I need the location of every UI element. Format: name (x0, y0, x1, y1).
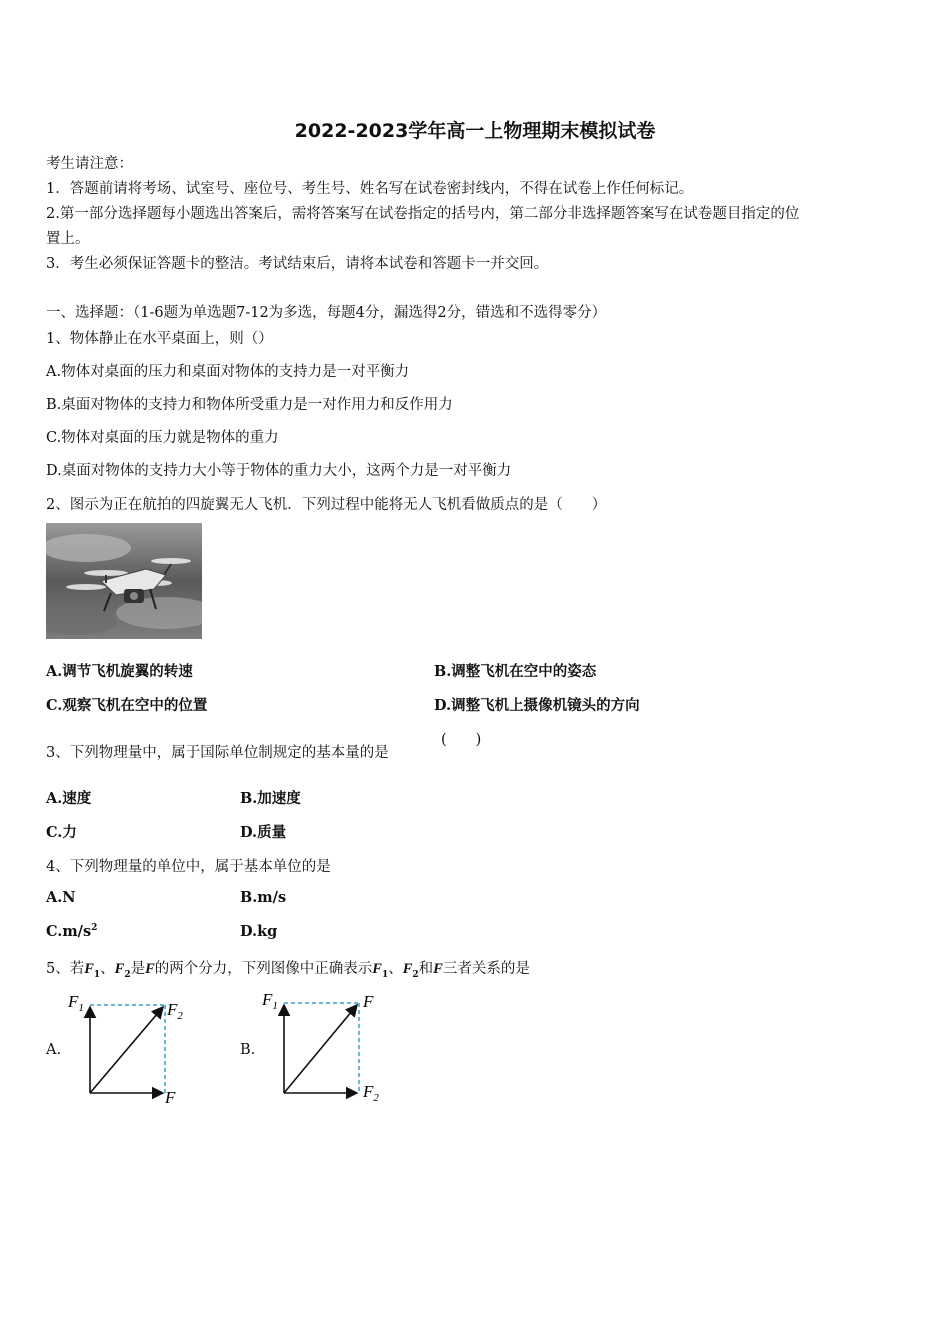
label-f2-b: $F_2$ (363, 1082, 379, 1104)
q1-option-c[interactable]: C.物体对桌面的压力就是物体的重力 (46, 430, 279, 446)
q4-option-b[interactable]: B.m/s (240, 889, 287, 906)
section-heading: 一、选择题：（1-6题为单选题7-12为多选，每题4分，漏选得2分，错选和不选得零分） (46, 305, 607, 321)
q1-option-a[interactable]: A.物体对桌面的压力和桌面对物体的支持力是一对平衡力 (46, 364, 410, 380)
q4-option-d[interactable]: D.kg (240, 923, 278, 940)
label-f-a: F (165, 1088, 176, 1107)
q5-option-a[interactable]: A. (46, 1042, 62, 1058)
q2-option-b[interactable]: B.调整飞机在空中的姿态 (434, 663, 597, 680)
q5-diagram-b (256, 985, 386, 1110)
label-f1-a: $F_1$ (68, 992, 84, 1014)
q2-stem: 2、图示为正在航拍的四旋翼无人飞机．下列过程中能将无人飞机看做质点的是（ ） (46, 497, 607, 513)
q4-option-a[interactable]: A.N (46, 889, 76, 906)
q3-option-a[interactable]: A.速度 (46, 790, 92, 807)
q2-option-a[interactable]: A.调节飞机旋翼的转速 (46, 663, 193, 680)
notice-item-2-cont: 置上。 (46, 231, 90, 247)
notice-item-1: 1．答题前请将考场、试室号、座位号、考生号、姓名写在试卷密封线内，不得在试卷上作任何标记。 (46, 181, 694, 197)
q5-diagram-a (62, 985, 192, 1110)
q3-option-c[interactable]: C.力 (46, 824, 77, 841)
q2-option-c[interactable]: C.观察飞机在空中的位置 (46, 697, 208, 714)
q1-stem: 1、物体静止在水平桌面上，则（） (46, 331, 273, 347)
q5-option-b[interactable]: B. (240, 1042, 256, 1058)
notice-heading: 考生请注意： (46, 156, 133, 172)
q3-option-d[interactable]: D.质量 (240, 824, 287, 841)
q4-stem: 4、下列物理量的单位中，属于基本单位的是 (46, 859, 331, 875)
label-f1-b: $F_1$ (262, 990, 278, 1012)
q3-stem: 3、下列物理量中，属于国际单位制规定的基本量的是 (46, 745, 389, 761)
q2-option-d[interactable]: D.调整飞机上摄像机镜头的方向 (434, 697, 640, 714)
q3-option-b[interactable]: B.加速度 (240, 790, 301, 807)
label-f2-a: $F_2$ (167, 1000, 183, 1022)
q4-option-c[interactable]: $C.m/s^2$ (46, 923, 98, 940)
page-title: 2022-2023学年高一上物理期末模拟试卷 (294, 120, 656, 142)
q1-option-b[interactable]: B.桌面对物体的支持力和物体所受重力是一对作用力和反作用力 (46, 397, 453, 413)
label-f-b: F (363, 992, 374, 1011)
q1-option-d[interactable]: D.桌面对物体的支持力大小等于物体的重力大小，这两个力是一对平衡力 (46, 463, 512, 479)
notice-item-2: 2.第一部分选择题每小题选出答案后，需将答案写在试卷指定的括号内，第二部分非选择题答案写在试卷题目指定的位 (46, 206, 800, 222)
q3-answer-paren: ( ) (441, 732, 482, 748)
drone-photo (46, 523, 202, 639)
q5-stem: 5、若$F_1$、$F_2$是F的两个分力，下列图像中正确表示$F_1$、$F_2$和F三者关系的是 (46, 961, 530, 980)
notice-item-3: 3．考生必须保证答题卡的整洁。考试结束后，请将本试卷和答题卡一并交回。 (46, 256, 549, 272)
